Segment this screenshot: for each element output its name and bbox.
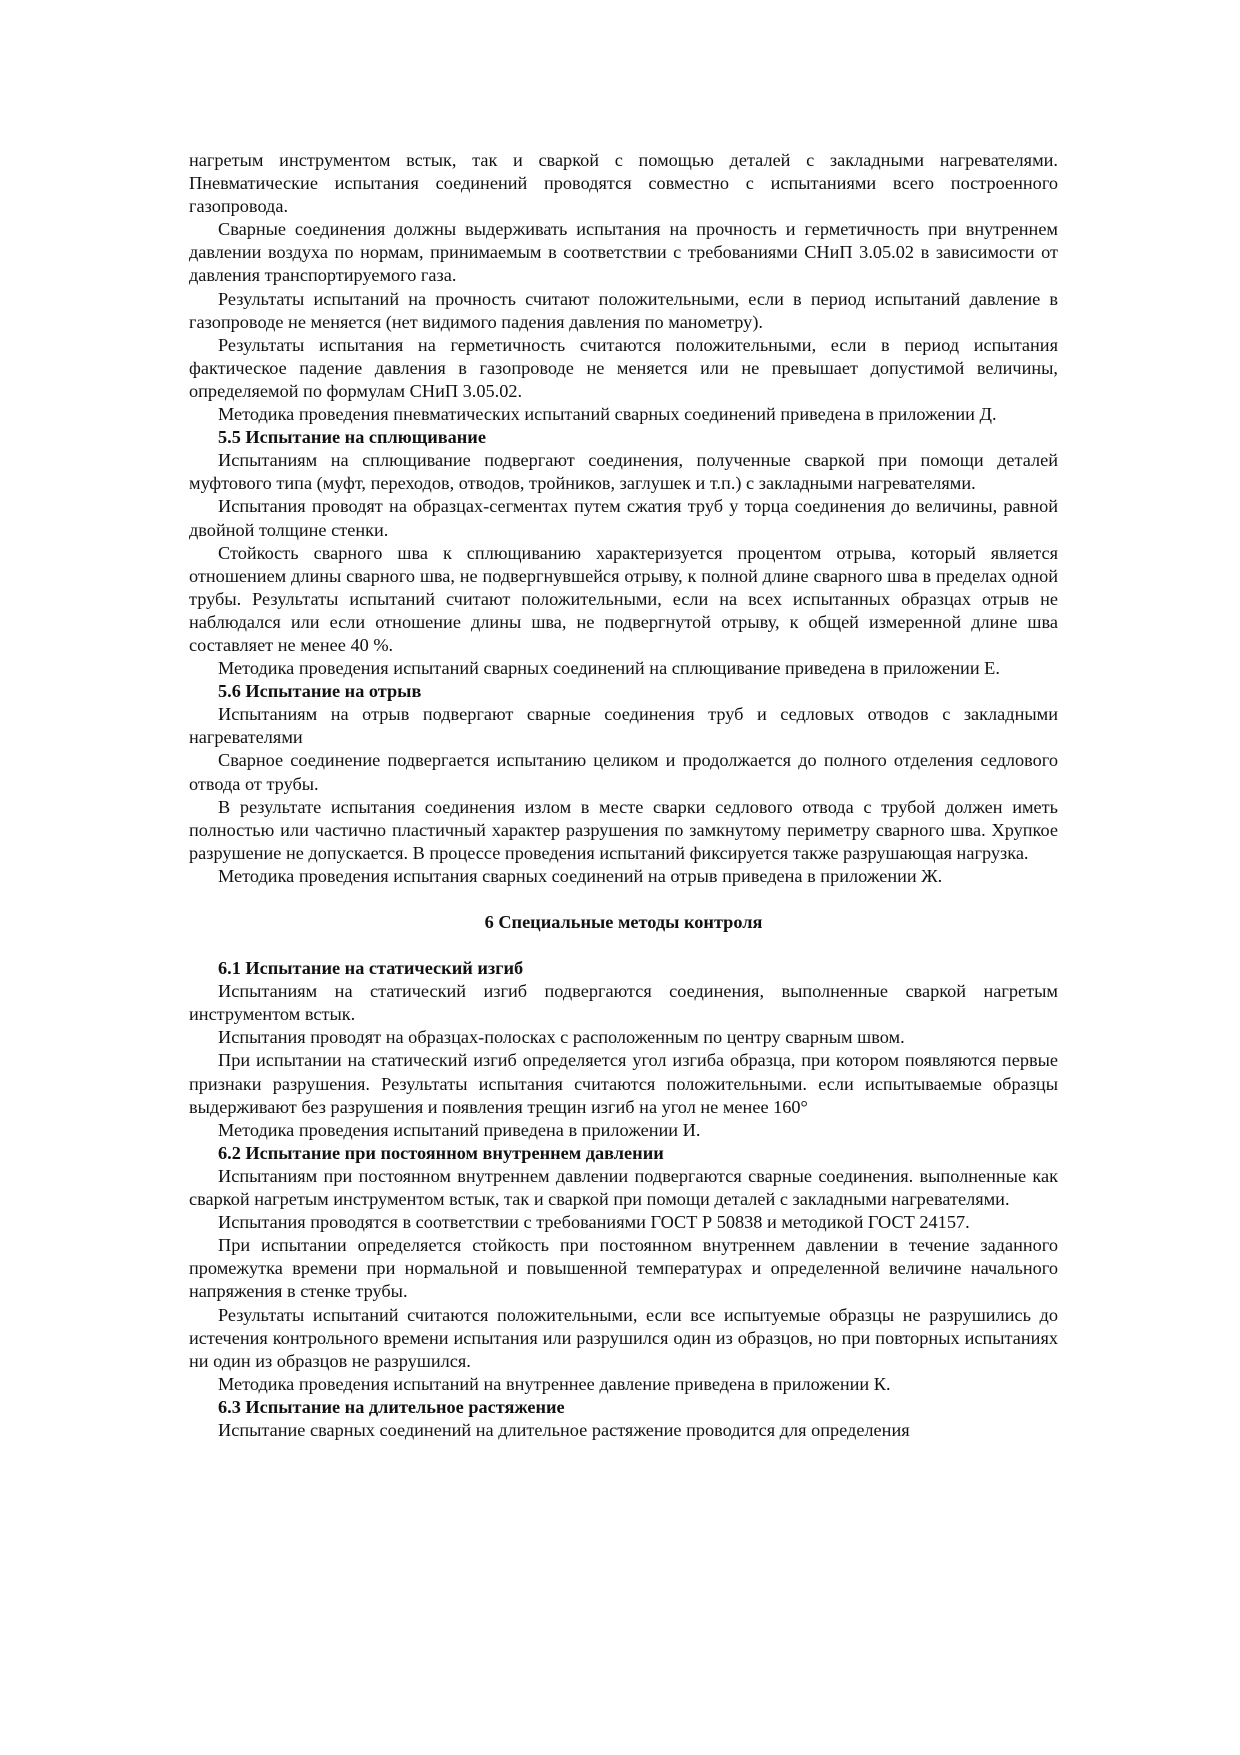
paragraph: Результаты испытаний на прочность считают положительными, если в период испытаний давление в газопроводе не меняется (нет видимого падения давления по манометру). [189,288,1058,332]
paragraph: Испытания проводят на образцах-сегментах путем сжатия труб у торца соединения до величины, равной двойной толщине стенки. [189,496,1058,540]
paragraph: Испытания проводят на образцах-полосках с расположенным по центру сварным швом. [218,1027,905,1048]
paragraph: Испытаниям на сплющивание подвергают соединения, полученные сваркой при помощи деталей муфтового типа (муфт, переходов, отводов, тройников, заглушек и т.п.) с закладными нагревателями. [189,450,1058,494]
paragraph: Стойкость сварного шва к сплющиванию характеризуется процентом отрыва, который является отношением длины сварного шва, не подвергнувшейся отрыву, к полной длине сварного шва в пределах одной трубы. Результаты испытаний считают положительными, если на всех испытанных образцах отрыв не наблюдался или если отношение длины шва, не подвергнутой отрыву, к общей измеренной длине шва составляет не менее 40 %. [189,542,1058,655]
paragraph: Сварное соединение подвергается испытанию целиком и продолжается до полного отделения седлового отвода от трубы. [189,750,1058,794]
paragraph: Испытаниям при постоянном внутреннем давлении подвергаются сварные соединения. выполненные как сваркой нагретым инструментом встык, так и сваркой при помощи деталей с закладными нагревателями. [189,1165,1058,1210]
paragraph: Сварные соединения должны выдерживать испытания на прочность и герметичность при внутреннем давлении воздуха по нормам, принимаемым в соответствии с требованиями СНиП 3.05.02 в зависимости от давления транспортируемого газа. [189,219,1058,286]
paragraph: Методика проведения испытания сварных соединений на отрыв приведена в приложении Ж. [218,865,943,886]
paragraph: Испытаниям на статический изгиб подвергаются соединения, выполненные сваркой нагретым инструментом встык. [189,981,1058,1025]
section-heading-6-2: 6.2 Испытание при постоянном внутреннем давлении [218,1142,664,1163]
paragraph: Методика проведения испытаний на внутреннее давление приведена в приложении К. [218,1373,891,1394]
paragraph: Результаты испытания на герметичность считаются положительными, если в период испытания фактическое падение давления в газопроводе не меняется или не превышает допустимой величины, определяемой по формулам СНиП 3.05.02. [189,334,1058,401]
paragraph: Методика проведения испытаний приведена в приложении И. [218,1119,701,1140]
paragraph: Испытание сварных соединений на длительное растяжение проводится для определения [218,1419,910,1440]
paragraph: Испытаниям на отрыв подвергают сварные соединения труб и седловых отводов с закладными нагревателями [189,704,1058,748]
paragraph: Методика проведения испытаний сварных соединений на сплющивание приведена в приложении Е. [218,658,1000,679]
paragraph: При испытании на статический изгиб определяется угол изгиба образца, при котором появляются первые признаки разрушения. Результаты испытания считаются положительными. если испытываемые образцы выдерживают без разрушения и появления трещин изгиб на угол не менее 160° [189,1050,1058,1117]
section-heading-5-5: 5.5 Испытание на сплющивание [218,427,486,448]
paragraph: Результаты испытаний считаются положительными, если все испытуемые образцы не разрушились до истечения контрольного времени испытания или разрушился один из образцов, но при повторных испытаниях ни один из образцов не разрушился. [189,1304,1058,1371]
paragraph: нагретым инструментом встык, так и сваркой с помощью деталей с закладными нагревателями. Пневматические испытания соединений проводятся совместно с испытаниями всего построенного газопровода. [189,150,1058,217]
paragraph: Испытания проводятся в соответствии с требованиями ГОСТ Р 50838 и методикой ГОСТ 24157. [218,1212,970,1233]
section-heading-6-1: 6.1 Испытание на статический изгиб [218,958,524,979]
paragraph: При испытании определяется стойкость при постоянном внутреннем давлении в течение заданного промежутка времени при нормальной и повышенной температурах и определенной величине начального напряжения в стенке трубы. [189,1235,1058,1302]
section-heading-6-3: 6.3 Испытание на длительное растяжение [218,1396,565,1417]
chapter-heading-6: 6 Специальные методы контроля [484,912,763,932]
paragraph: В результате испытания соединения излом в месте сварки седлового отвода с трубой должен иметь полностью или частично пластичный характер разрушения по замкнутому периметру сварного шва. Хрупкое разрушение не допускается. В процессе проведения испытаний фиксируется также разрушающая нагрузка. [189,796,1058,863]
paragraph: Методика проведения пневматических испытаний сварных соединений приведена в приложении Д. [218,404,997,425]
document-page [189,149,1058,1442]
section-heading-5-6: 5.6 Испытание на отрыв [218,681,422,702]
